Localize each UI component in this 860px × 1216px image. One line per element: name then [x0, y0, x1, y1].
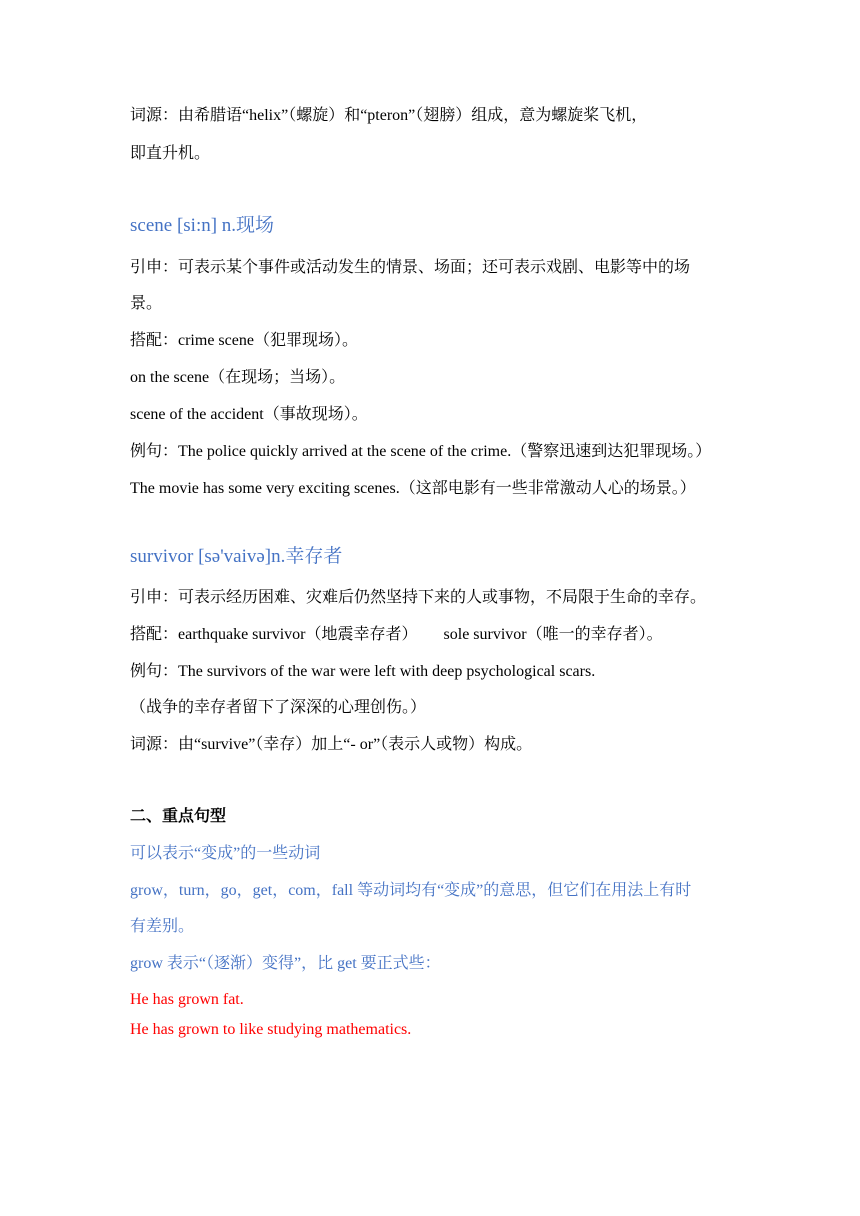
scene-extension-line2: 景。: [130, 295, 163, 312]
scene-extension-line1: 引申：可表示某个事件或活动发生的情景、场面；还可表示戏剧、电影等中的场: [130, 259, 691, 276]
grow-example-2: He has grown to like studying mathematics.: [130, 1021, 412, 1038]
section-intro-line2: 有差别。: [130, 918, 195, 935]
survivor-heading: survivor [sə'vaivə]n.幸存者: [130, 546, 343, 567]
scene-example-1: 例句：The police quickly arrived at the scene of the crime.（警察迅速到达犯罪现场。）: [130, 443, 712, 460]
section-subheading: 可以表示“变成”的一些动词: [130, 845, 321, 862]
survivor-etymology: 词源：由“survive”（幸存）加上“- or”（表示人或物）构成。: [130, 736, 533, 753]
grow-example-1: He has grown fat.: [130, 991, 244, 1008]
section-heading: 二、重点句型: [130, 808, 227, 825]
grow-usage-note: grow 表示“（逐渐）变得”，比 get 要正式些：: [130, 955, 441, 972]
survivor-extension: 引申：可表示经历困难、灾难后仍然坚持下来的人或事物，不局限于生命的幸存。: [130, 589, 707, 606]
survivor-collocation-b: sole survivor（唯一的幸存者）。: [443, 626, 663, 643]
scene-collocation-3: scene of the accident（事故现场）。: [130, 406, 368, 423]
scene-example-2: The movie has some very exciting scenes.（这部电影有一些非常激动人心的场景。）: [130, 480, 696, 497]
scene-heading: scene [si:n] n.现场: [130, 215, 275, 236]
section-intro-line1: grow，turn，go，get，com，fall 等动词均有“变成”的意思，但它们在用法上有时: [130, 882, 692, 899]
scene-collocation-1: 搭配：crime scene（犯罪现场）。: [130, 332, 358, 349]
survivor-example-zh: （战争的幸存者留下了深深的心理创伤。）: [130, 699, 427, 716]
helicopter-etymology-line1: 词源：由希腊语“helix”（螺旋）和“pteron”（翅膀）组成，意为螺旋桨飞机，: [130, 107, 648, 124]
helicopter-etymology-line2: 即直升机。: [130, 145, 211, 162]
survivor-collocation: [130, 625, 750, 645]
survivor-example-en: 例句：The survivors of the war were left with deep psychological scars.: [130, 663, 596, 680]
survivor-collocation-a: 搭配：earthquake survivor（地震幸存者）: [130, 626, 418, 643]
scene-collocation-2: on the scene（在现场；当场）。: [130, 369, 346, 386]
